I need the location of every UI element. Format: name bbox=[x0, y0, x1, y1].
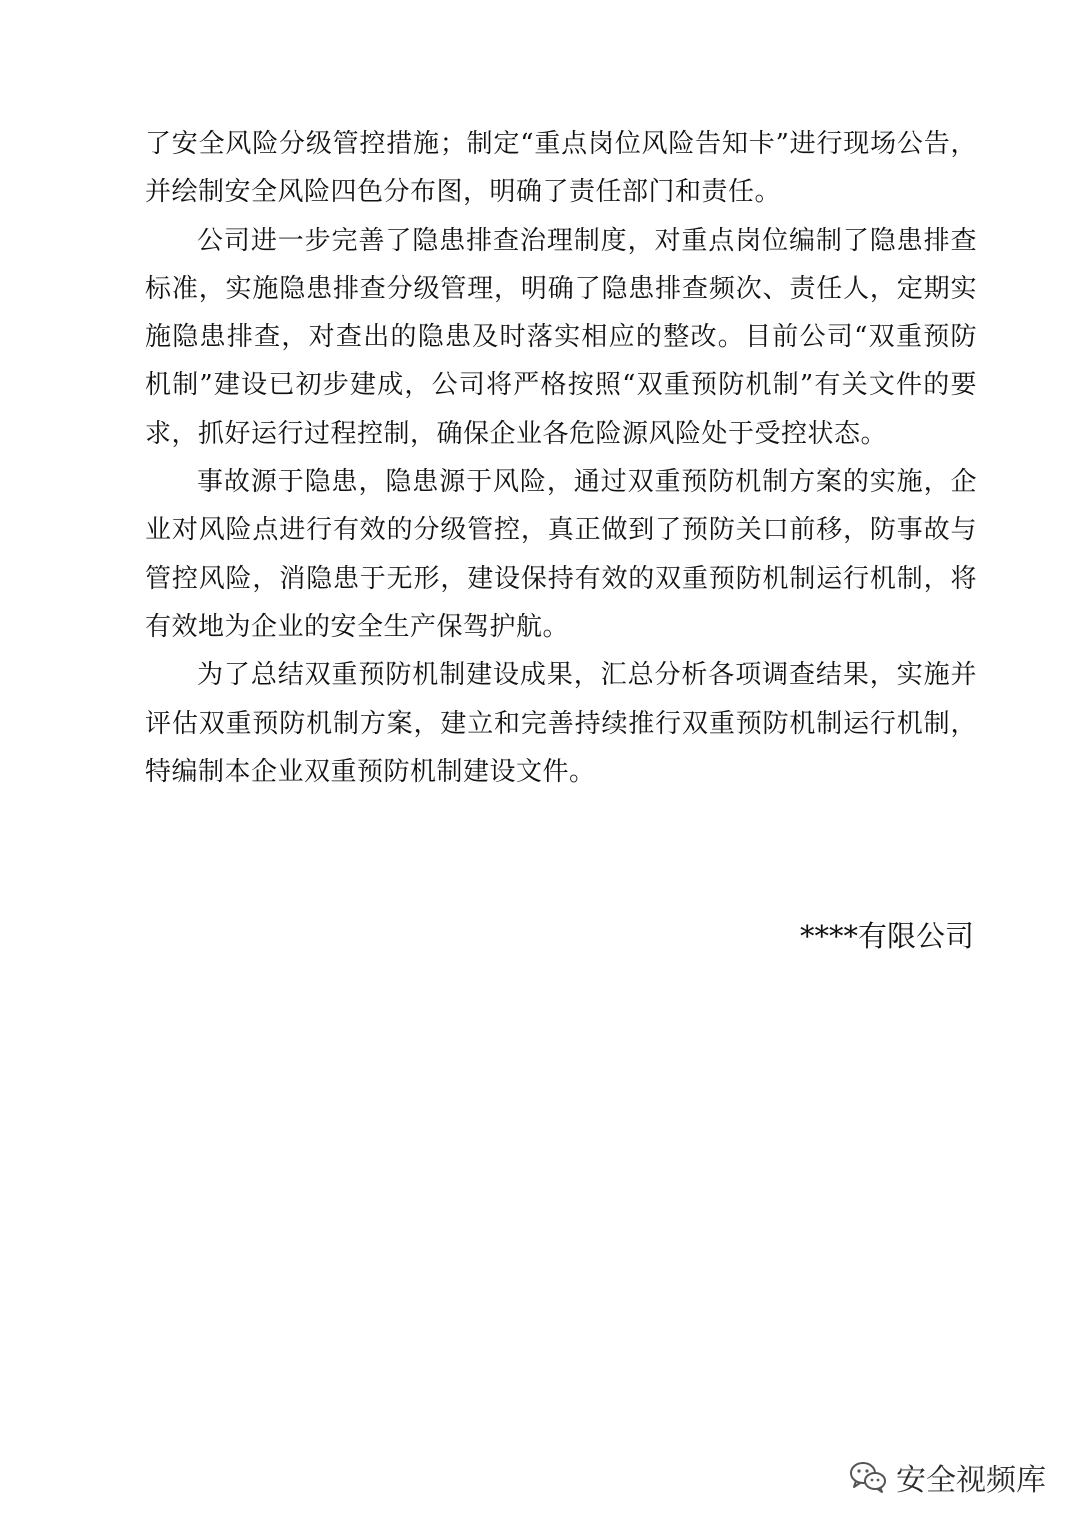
paragraph-hazard-investigation: 公司进一步完善了隐患排查治理制度，对重点岗位编制了隐患排查标准，实施隐患排查分级管理，明确了隐患排查频次、责任人，定期实施隐患排查，对查出的隐患及时落实相应的整改。目前公司“双重预防机制”建设已初步建成，公司将严格按照“双重预防机制”有关文件的要求，抓好运行过程控制，确保企业各危险源风险处于受控状态。 bbox=[145, 225, 977, 449]
paragraph-summary: 为了总结双重预防机制建设成果，汇总分析各项调查结果，实施并评估双重预防机制方案，建立和完善持续推行双重预防机制运行机制，特编制本企业双重预防机制建设文件。 bbox=[145, 660, 977, 787]
wechat-icon bbox=[848, 1459, 888, 1495]
watermark-text: 安全视频库 bbox=[896, 1463, 1046, 1498]
document-body bbox=[145, 120, 977, 796]
company-signature: ****有限公司 bbox=[799, 919, 974, 953]
wechat-watermark bbox=[848, 1452, 1046, 1502]
paragraph-continuation: 了安全风险分级管控措施；制定“重点岗位风险告知卡”进行现场公告，并绘制安全风险四色分布图，明确了责任部门和责任。 bbox=[145, 129, 977, 208]
paragraph-accident-source: 事故源于隐患，隐患源于风险，通过双重预防机制方案的实施，企业对风险点进行有效的分级管控，真正做到了预防关口前移，防事故与管控风险，消隐患于无形，建设保持有效的双重预防机制运行机制，将有效地为企业的安全生产保驾护航。 bbox=[145, 467, 977, 642]
